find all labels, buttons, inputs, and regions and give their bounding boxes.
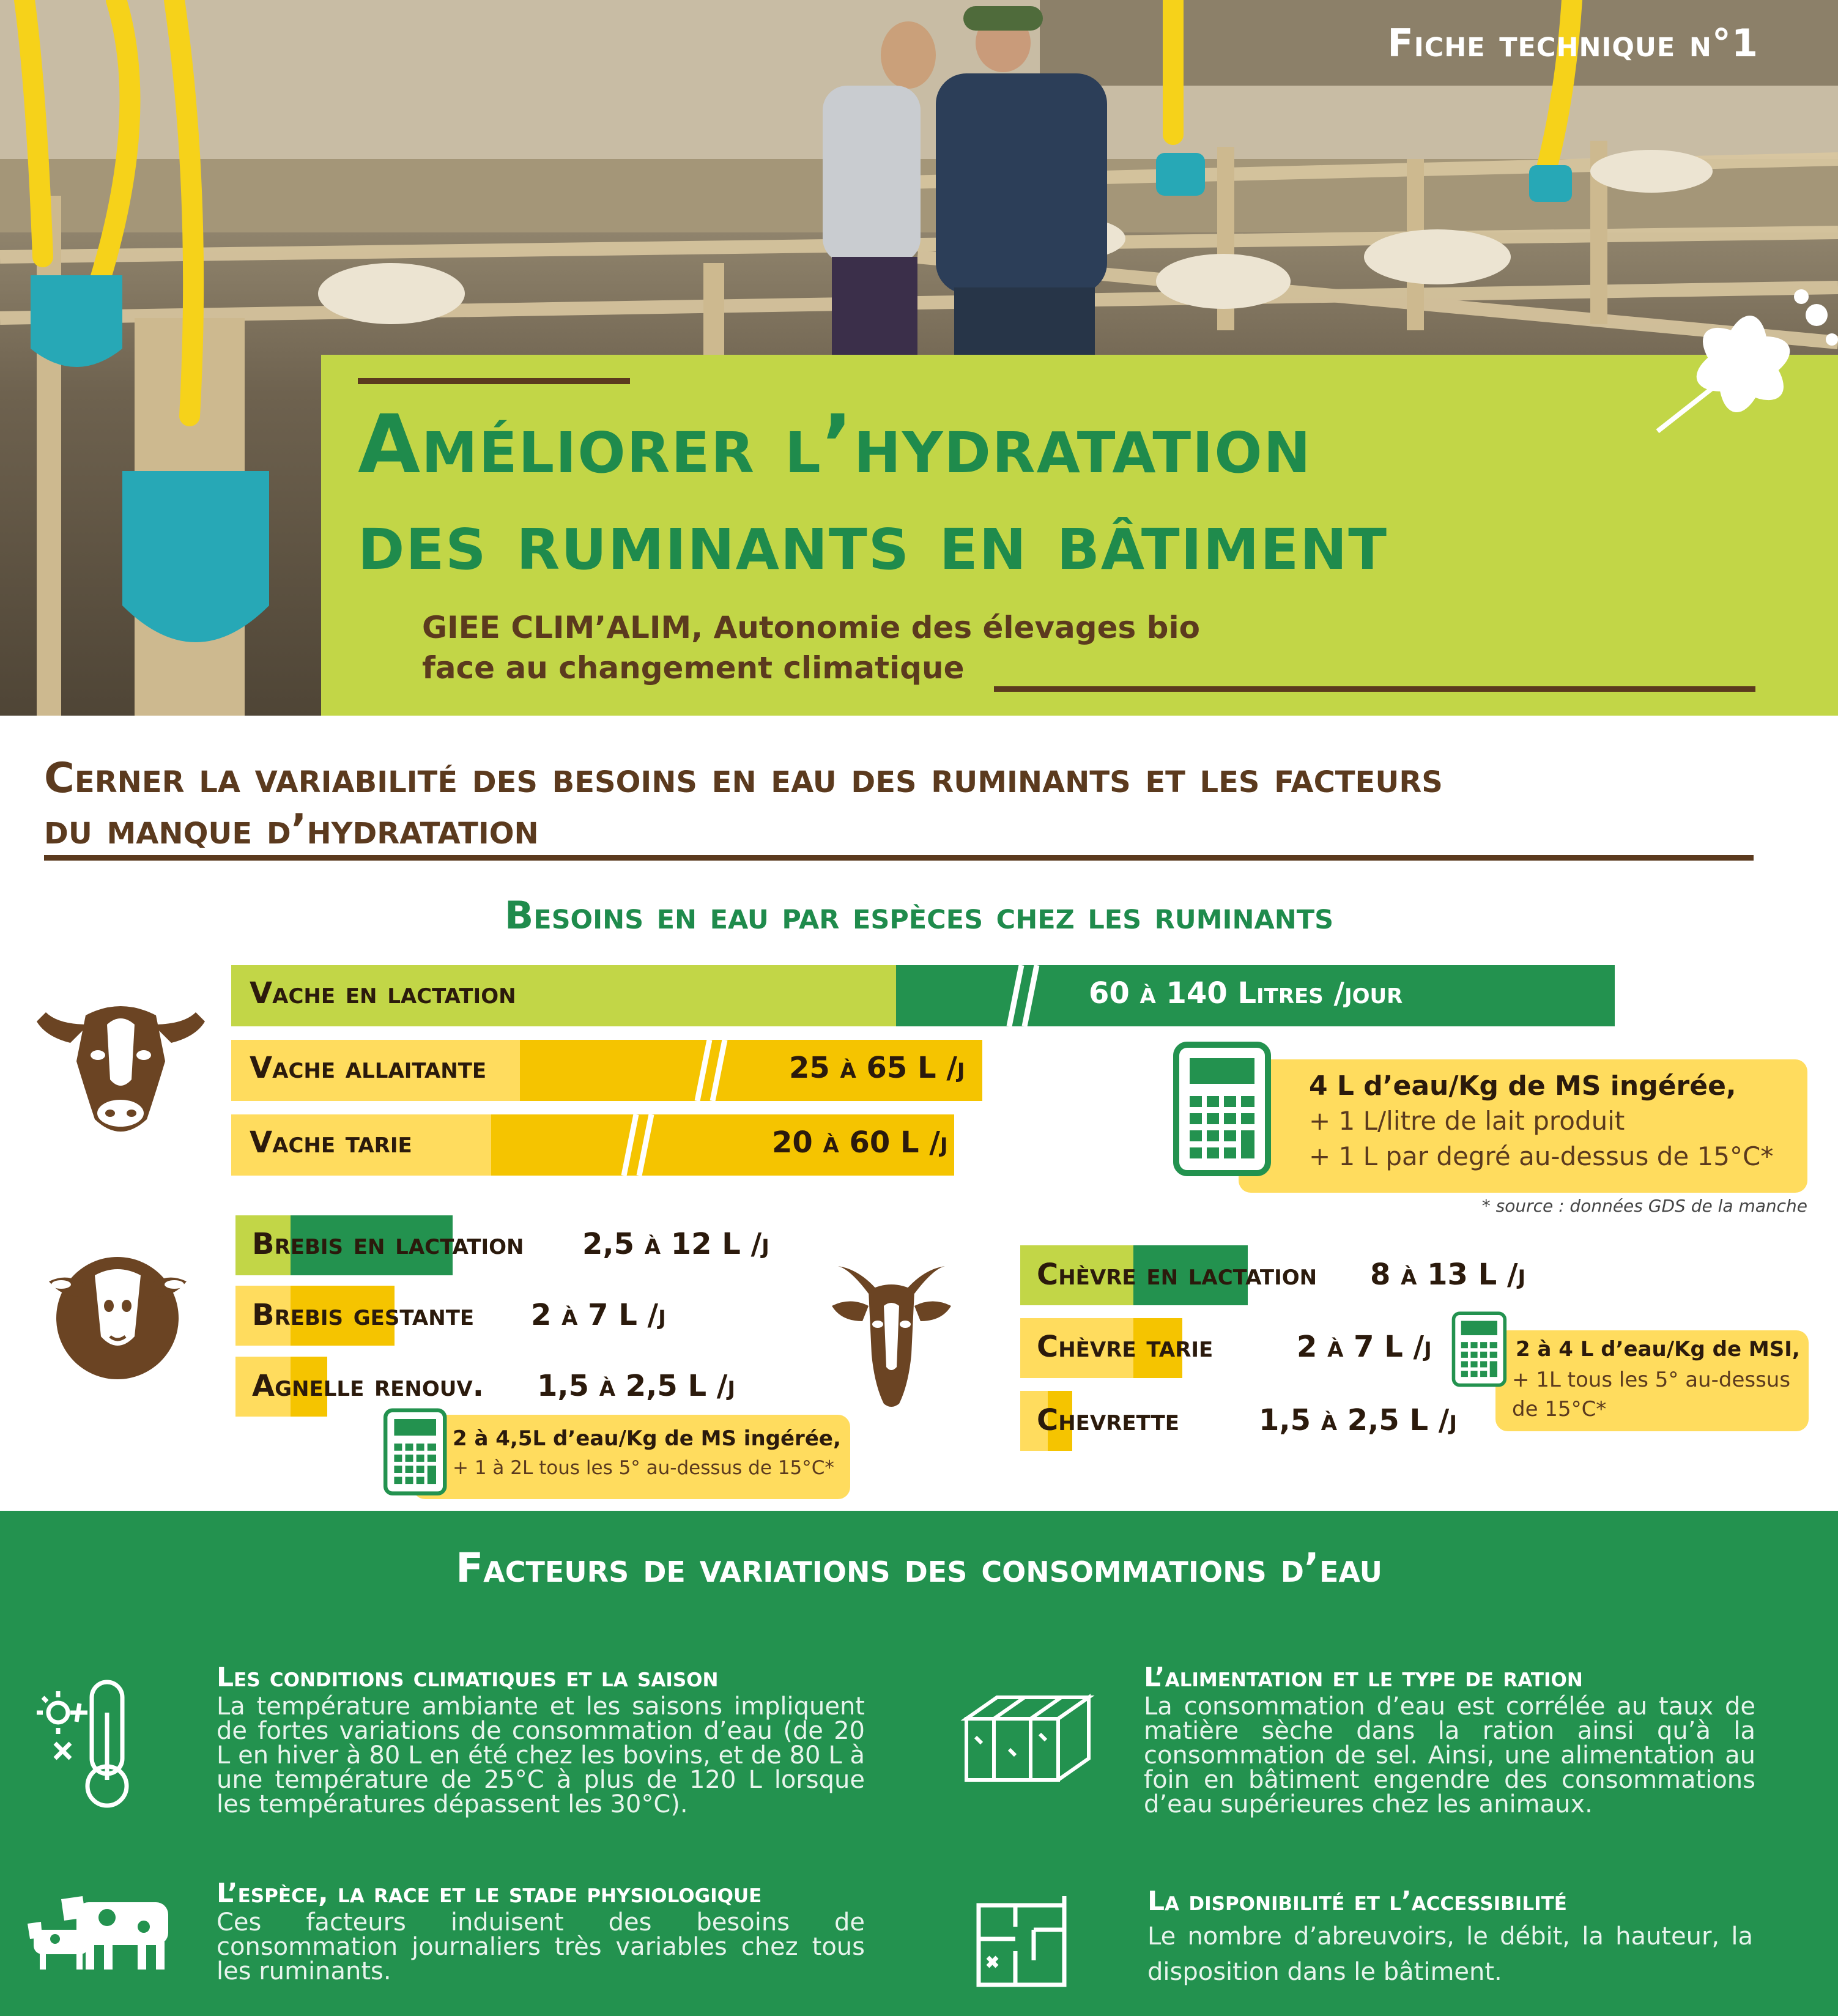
factor-body-espece: Ces facteurs induisent des besoins de consommation journaliers très variables chez tous les ruminants. (217, 1908, 865, 1985)
thermometer-icon (34, 1676, 156, 1810)
sheep-note-line1: 2 à 4,5L d’eau/Kg de MS ingérée, (453, 1426, 841, 1451)
bar-value-chevre-lactation: 8 à 13 L /j (1370, 1258, 1526, 1292)
factor-body-alimentation: La consommation d’eau est corrélée au taux de matière sèche dans la ration ainsi qu’à la consommation de sel. Ainsi, une alimentation au foin en bâtiment engendre des consommations d’eau supérieures chez les animaux. (1144, 1692, 1755, 1818)
factor-title-alimentation: L’alimentation et le type de ration (1144, 1662, 1583, 1693)
section-heading-line2: du manque d’hydratation (44, 806, 539, 854)
flower-icon (1651, 278, 1838, 437)
cows-icon (28, 1884, 187, 1973)
bar-value-chevre-tarie: 2 à 7 L /j (1297, 1330, 1432, 1364)
page-title-line1: Améliorer l’hydratation (358, 398, 1312, 492)
bar-break-marker (679, 1040, 734, 1101)
bar-label-chevre-lactation: Chèvre en lactation (1037, 1258, 1317, 1292)
fiche-number: Fiche technique n°1 (1387, 21, 1758, 65)
cattle-note-line3: + 1 L par degré au-dessus de 15°C* (1309, 1141, 1774, 1171)
factor-body-disponibilite: Le nombre d’abreuvoirs, le débit, la hauteur, la disposition dans le bâtiment. (1147, 1922, 1753, 1986)
building-plan-icon (973, 1893, 1076, 1991)
bar-label-chevre-tarie: Chèvre tarie (1037, 1330, 1214, 1364)
section-heading-line1: Cerner la variabilité des besoins en eau des ruminants et les facteurs (44, 754, 1443, 802)
page-title-line2: des ruminants en bâtiment (358, 494, 1388, 588)
subtitle-line2: face au changement climatique (422, 650, 965, 686)
bar-value-brebis-gestante: 2 à 7 L /j (531, 1298, 666, 1332)
cattle-note-line2: + 1 L/litre de lait produit (1309, 1106, 1625, 1136)
bar-break-marker (606, 1114, 661, 1176)
title-rule-bottom (994, 686, 1755, 692)
bar-label-brebis-gestante: Brebis gestante (252, 1298, 475, 1332)
bar-value-vache-tarie: 20 à 60 L /j (772, 1125, 948, 1160)
bar-value-chevrette: 1,5 à 2,5 L /j (1259, 1403, 1457, 1437)
factors-title: Facteurs de variations des consommations d’eau (456, 1544, 1382, 1592)
goat-note-line3: de 15°C* (1512, 1397, 1607, 1421)
bar-label-vache-tarie: Vache tarie (250, 1125, 412, 1160)
hay-bale-icon (960, 1688, 1095, 1786)
bar-label-agnelle: Agnelle renouv. (252, 1369, 484, 1403)
goat-note-line1: 2 à 4 L d’eau/Kg de MSI, (1516, 1337, 1800, 1362)
calculator-icon (382, 1407, 450, 1499)
sheep-head-icon (43, 1239, 193, 1388)
bar-value-brebis-lactation: 2,5 à 12 L /j (582, 1227, 769, 1261)
needs-subheading: Besoins en eau par espèces chez les ruminants (504, 893, 1334, 938)
source-note: * source : données GDS de la manche (1481, 1196, 1807, 1216)
factor-title-climat: Les conditions climatiques et la saison (217, 1662, 719, 1693)
factor-body-climat: La température ambiante et les saisons impliquent de fortes variations de consommation d’eau (de 20 L en hiver à 80 L en été chez les bovins, et de 80 L à une température de 25°C à plus de 120 L lorsque les températures dépassent les 30°C). (217, 1692, 865, 1818)
section-rule (44, 855, 1754, 861)
bar-label-brebis-lactation: Brebis en lactation (252, 1227, 524, 1261)
bar-break-marker (991, 965, 1046, 1026)
sheep-note-line2: + 1 à 2L tous les 5° au-dessus de 15°C* (453, 1457, 834, 1479)
bar-value-vache-allaitante: 25 à 65 L /j (789, 1051, 965, 1085)
calculator-icon (1171, 1040, 1275, 1180)
goat-note-line2: + 1L tous les 5° au-dessus (1512, 1368, 1791, 1392)
factor-title-disponibilite: La disponibilité et l’accessibilité (1147, 1886, 1567, 1917)
cattle-note-line1: 4 L d’eau/Kg de MS ingérée, (1309, 1070, 1736, 1102)
bar-label-vache-lactation: Vache en lactation (250, 976, 516, 1010)
bar-label-vache-allaitante: Vache allaitante (250, 1051, 487, 1085)
title-rule-top (358, 378, 630, 384)
goat-head-icon (826, 1263, 957, 1410)
subtitle-line1: GIEE CLIM’ALIM, Autonomie des élevages bio (422, 610, 1200, 645)
bar-label-chevrette: Chevrette (1037, 1403, 1180, 1437)
bar-value-agnelle: 1,5 à 2,5 L /j (537, 1369, 735, 1403)
factor-title-espece: L’espèce, la race et le stade physiologique (217, 1878, 762, 1909)
cow-head-icon (34, 988, 208, 1147)
bar-value-vache-lactation: 60 à 140 Litres /jour (1089, 976, 1403, 1010)
calculator-icon (1451, 1310, 1509, 1390)
